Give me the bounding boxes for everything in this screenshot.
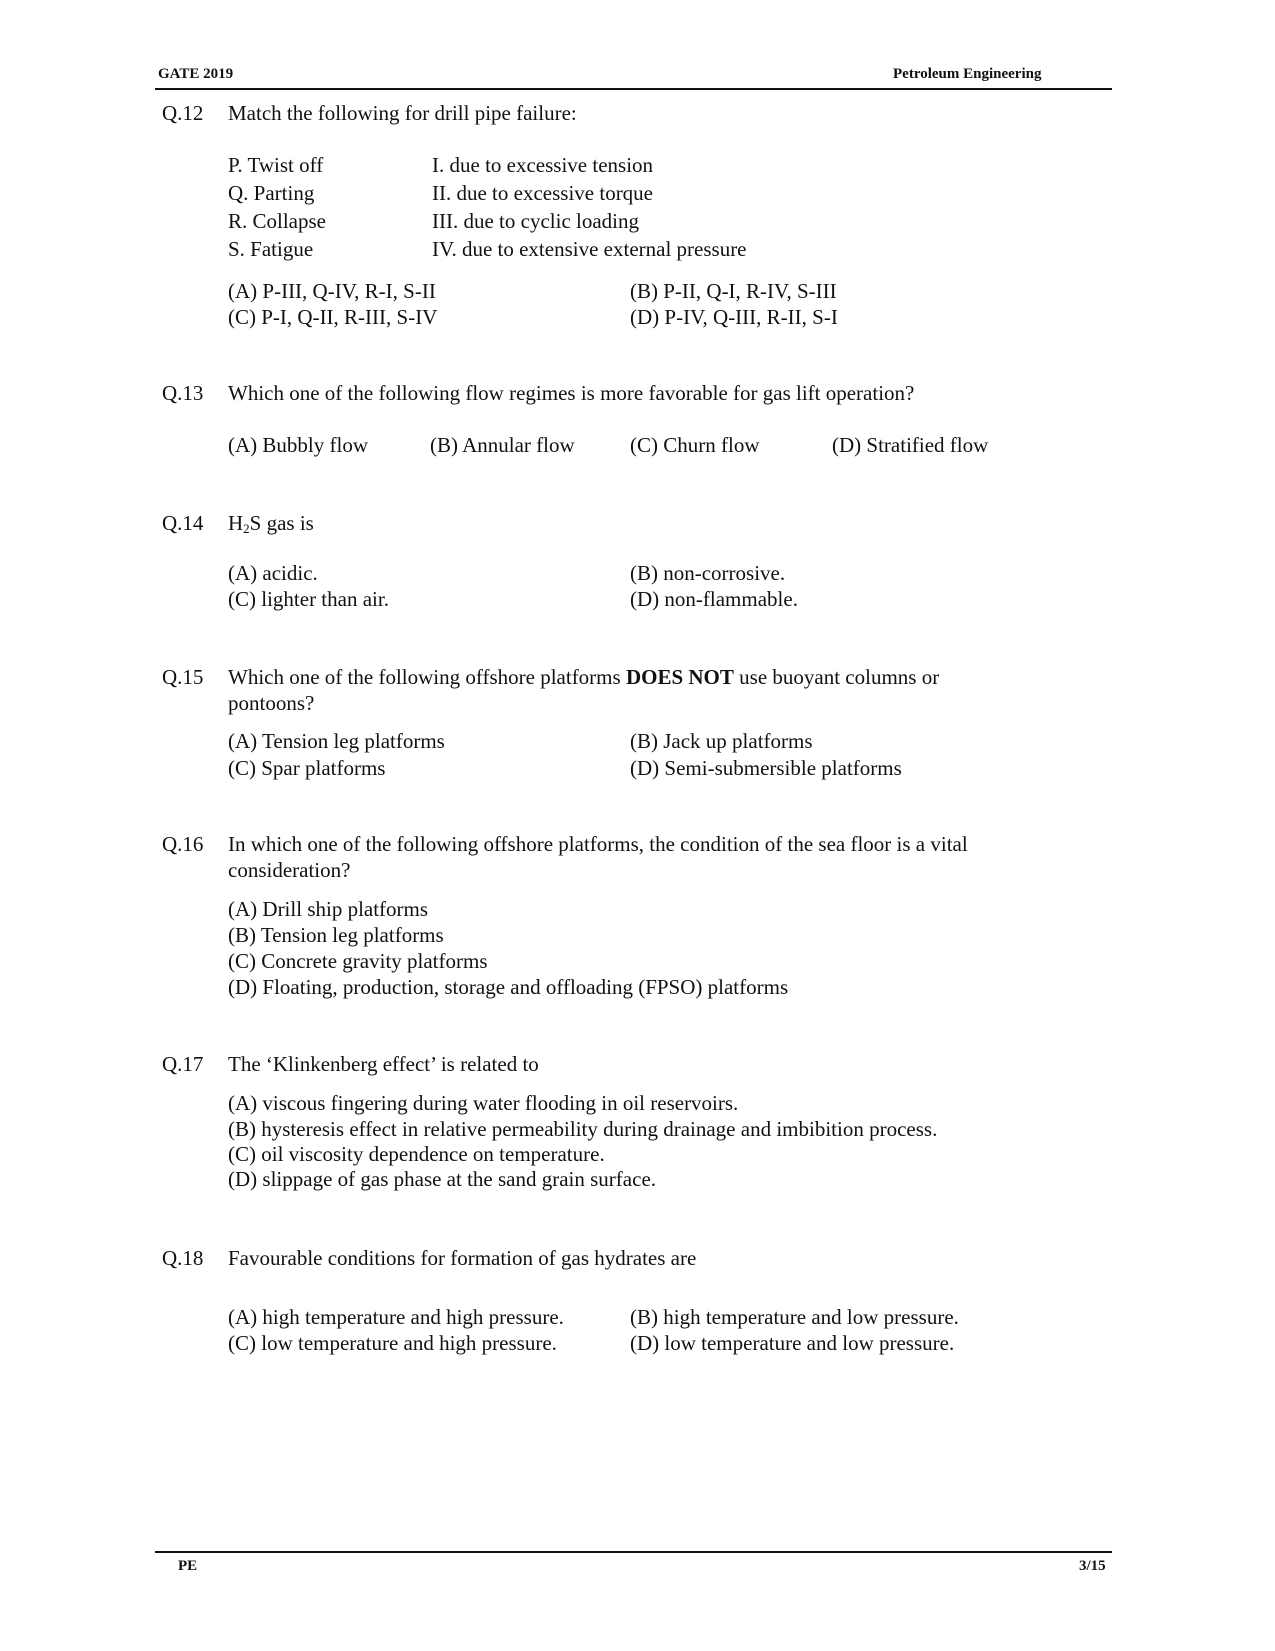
q15-option-b: (B) Jack up platforms (630, 729, 813, 753)
q18-text: Favourable conditions for formation of gas hydrates are (228, 1246, 697, 1270)
q13-option-c: (C) Churn flow (630, 433, 760, 457)
q16-text: In which one of the following offshore platforms, the condition of the sea floor is a vital (228, 832, 968, 856)
q14-option-a: (A) acidic. (228, 561, 318, 585)
q12-text: Match the following for drill pipe failure: (228, 101, 577, 125)
q13-option-b: (B) Annular flow (430, 433, 575, 457)
footer-rule (155, 1551, 1112, 1553)
header-subject: Petroleum Engineering (893, 66, 1042, 82)
q14-number: Q.14 (162, 511, 204, 535)
q16-option-b: (B) Tension leg platforms (228, 923, 444, 947)
q12-right-item: IV. due to extensive external pressure (432, 237, 747, 261)
q17-option-a: (A) viscous fingering during water flooding in oil reservoirs. (228, 1091, 739, 1115)
q16-text-line2: consideration? (228, 858, 351, 882)
q14-option-d: (D) non-flammable. (630, 587, 798, 611)
q12-right-item: I. due to excessive tension (432, 153, 654, 177)
q12-option-a: (A) P-III, Q-IV, R-I, S-II (228, 279, 436, 303)
footer-paper-code: PE (178, 1558, 198, 1574)
q15-text: Which one of the following offshore platforms DOES NOT use buoyant columns or (228, 665, 940, 689)
q15-option-d: (D) Semi-submersible platforms (630, 756, 902, 780)
q13-number: Q.13 (162, 381, 204, 405)
q14-text: $H_2S$ gas is (228, 511, 314, 536)
q17-text: The ‘Klinkenberg effect’ is related to (228, 1052, 539, 1076)
q17-number: Q.17 (162, 1052, 204, 1076)
q18-option-c: (C) low temperature and high pressure. (228, 1331, 557, 1355)
q15-option-a: (A) Tension leg platforms (228, 729, 445, 753)
header-exam-title: GATE 2019 (158, 66, 234, 82)
q17-option-b: (B) hysteresis effect in relative permeability during drainage and imbibition process. (228, 1117, 938, 1141)
q12-left-item: S. Fatigue (228, 237, 314, 261)
q16-option-c: (C) Concrete gravity platforms (228, 949, 488, 973)
footer-page-number: 3/15 (1079, 1558, 1106, 1574)
q16-option-d: (D) Floating, production, storage and offloading (FPSO) platforms (228, 975, 789, 999)
q18-option-a: (A) high temperature and high pressure. (228, 1305, 564, 1329)
q13-option-d: (D) Stratified flow (832, 433, 989, 457)
q17-option-c: (C) oil viscosity dependence on temperature. (228, 1142, 605, 1166)
q15-option-c: (C) Spar platforms (228, 756, 386, 780)
q12-right-item: II. due to excessive torque (432, 181, 654, 205)
q18-number: Q.18 (162, 1246, 204, 1270)
q12-option-b: (B) P-II, Q-I, R-IV, S-III (630, 279, 837, 303)
q14-option-c: (C) lighter than air. (228, 587, 389, 611)
q16-option-a: (A) Drill ship platforms (228, 897, 429, 921)
q12-left-item: R. Collapse (228, 209, 326, 233)
q18-option-d: (D) low temperature and low pressure. (630, 1331, 955, 1355)
q13-text: Which one of the following flow regimes is more favorable for gas lift operation? (228, 381, 915, 405)
q12-number: Q.12 (162, 101, 204, 125)
q13-option-a: (A) Bubbly flow (228, 433, 368, 457)
q14-option-b: (B) non-corrosive. (630, 561, 786, 585)
q12-right-item: III. due to cyclic loading (432, 209, 640, 233)
q12-option-c: (C) P-I, Q-II, R-III, S-IV (228, 305, 438, 329)
q18-option-b: (B) high temperature and low pressure. (630, 1305, 959, 1329)
q12-left-item: P. Twist off (228, 153, 324, 177)
q16-number: Q.16 (162, 832, 204, 856)
q12-option-d: (D) P-IV, Q-III, R-II, S-I (630, 305, 838, 329)
q17-option-d: (D) slippage of gas phase at the sand grain surface. (228, 1167, 657, 1191)
q15-text-line2: pontoons? (228, 691, 315, 715)
q12-left-item: Q. Parting (228, 181, 315, 205)
header-rule (155, 88, 1112, 90)
q15-number: Q.15 (162, 665, 204, 689)
